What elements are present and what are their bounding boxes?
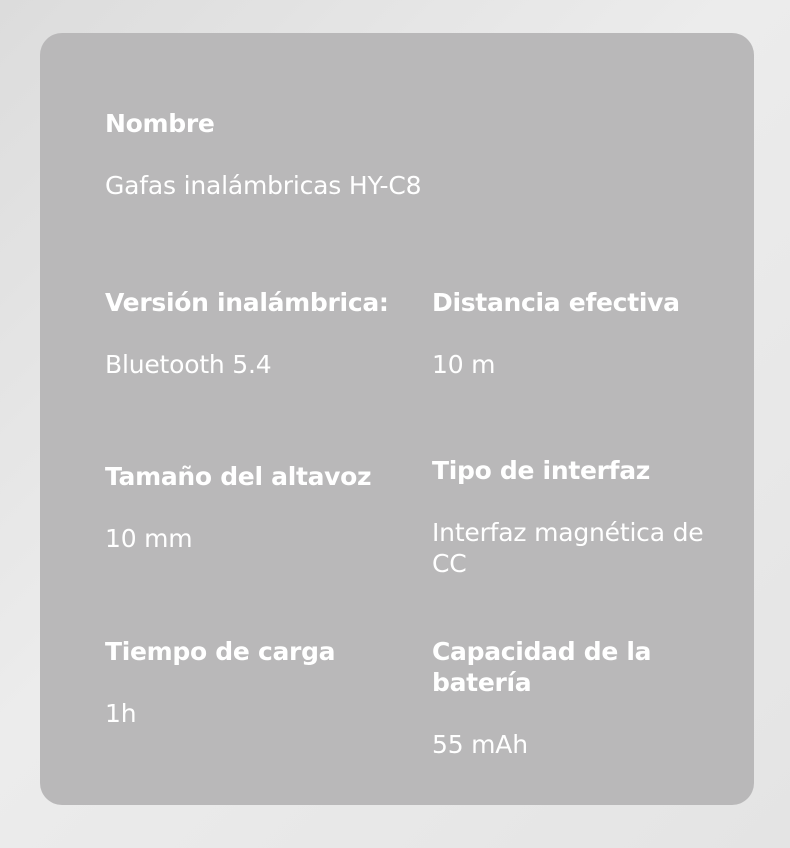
spec-label-name: Nombre [105,109,215,138]
spec-value-speaker-size: 10 mm [105,524,193,553]
spec-card [40,33,754,805]
spec-label-interface-type: Tipo de interfaz [432,456,651,485]
spec-label-speaker-size: Tamaño del altavoz [105,462,372,491]
spec-label-effective-distance: Distancia efectiva [432,288,680,317]
spec-value-interface-type: Interfaz magnética de CC [432,518,704,578]
spec-label-wireless-version: Versión inalámbrica: [105,288,389,317]
spec-value-battery-capacity: 55 mAh [432,730,528,759]
spec-label-battery-capacity: Capacidad de la batería [432,637,652,697]
spec-value-wireless-version: Bluetooth 5.4 [105,350,272,379]
spec-value-name: Gafas inalámbricas HY-C8 [105,171,422,200]
spec-value-effective-distance: 10 m [432,350,496,379]
spec-value-charging-time: 1h [105,699,137,728]
spec-label-charging-time: Tiempo de carga [105,637,336,666]
